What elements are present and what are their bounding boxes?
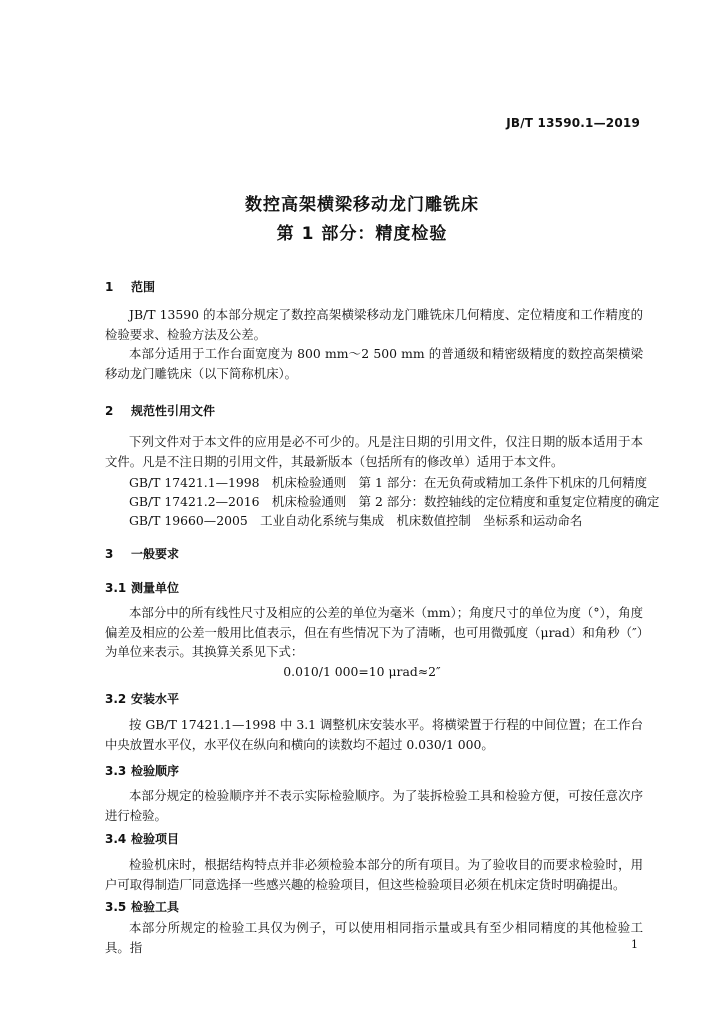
section-title: 检验顺序 (131, 764, 180, 778)
paragraph-test-sequence: 本部分规定的检验顺序并不表示实际检验顺序。为了装拆检验工具和检验方便，可按任意次序进行检验。 (105, 788, 643, 823)
section-heading-3-2 (105, 690, 179, 707)
section-title: 检验工具 (131, 900, 180, 914)
section-number: 1 (105, 280, 114, 294)
section-heading-3-1 (105, 579, 179, 596)
section-number: 3.5 (105, 900, 127, 914)
document-title-line1: 数控高架横梁移动龙门雕铣床 (245, 195, 479, 215)
paragraph-test-tools: 本部分所规定的检验工具仅为例子，可以使用相同指示量或具有至少相同精度的其他检验工具。指 (105, 920, 643, 955)
standard-code: JB/T 13590.1—2019 (506, 116, 640, 130)
document-title-line2: 第 1 部分：精度检验 (276, 224, 448, 244)
section-title: 范围 (131, 280, 156, 294)
paragraph-scope-2: 本部分适用于工作台面宽度为 800 mm～2 500 mm 的普通级和精密级精度的数控高架横梁移动龙门雕铣床（以下简称机床）。 (105, 346, 643, 381)
section-title: 规范性引用文件 (131, 404, 216, 418)
reference-item: GB/T 17421.1—1998 机床检验通则 第 1 部分：在无负荷或精加工条件下机床的几何精度 (129, 475, 648, 490)
section-title: 一般要求 (131, 547, 180, 561)
section-heading-3-5 (105, 898, 179, 915)
section-number: 3.3 (105, 764, 127, 778)
section-heading-1 (105, 278, 155, 295)
conversion-formula: 0.010/1 000=10 μrad≈2″ (283, 664, 441, 679)
paragraph-units: 本部分中的所有线性尺寸及相应的公差的单位为毫米（mm）；角度尺寸的单位为度（°），角度偏差及相应的公差一般用比值表示，但在有些情况下为了清晰，也可用微弧度（μrad）和角秒（″）为单位来表示。其换算关系见下式： (105, 605, 643, 659)
paragraph-scope-1: JB/T 13590 的本部分规定了数控高架横梁移动龙门雕铣床几何精度、定位精度和工作精度的检验要求、检验方法及公差。 (105, 307, 643, 342)
section-heading-3 (105, 545, 179, 562)
section-number: 2 (105, 404, 114, 418)
section-heading-2 (105, 402, 215, 419)
paragraph-test-items: 检验机床时，根据结构特点并非必须检验本部分的所有项目。为了验收目的而要求检验时，用户可取得制造厂同意选择一些感兴趣的检验项目，但这些检验项目必须在机床定货时明确提出。 (105, 857, 643, 892)
reference-item: GB/T 19660—2005 工业自动化系统与集成 机床数值控制 坐标系和运动命名 (129, 513, 583, 528)
section-number: 3.1 (105, 581, 127, 595)
reference-item: GB/T 17421.2—2016 机床检验通则 第 2 部分：数控轴线的定位精度和重复定位精度的确定 (129, 494, 660, 509)
section-heading-3-3 (105, 762, 179, 779)
section-number: 3.4 (105, 832, 127, 846)
section-title: 检验项目 (131, 832, 180, 846)
section-heading-3-4 (105, 830, 179, 847)
paragraph-leveling: 按 GB/T 17421.1—1998 中 3.1 调整机床安装水平。将横梁置于行程的中间位置；在工作台中央放置水平仪，水平仪在纵向和横向的读数均不超过 0.030/1 000。 (105, 717, 643, 752)
section-number: 3 (105, 547, 114, 561)
page-number: 1 (631, 938, 638, 951)
paragraph-normative-references: 下列文件对于本文件的应用是必不可少的。凡是注日期的引用文件，仅注日期的版本适用于本文件。凡是不注日期的引用文件，其最新版本（包括所有的修改单）适用于本文件。 (105, 434, 643, 469)
section-title: 测量单位 (131, 581, 180, 595)
section-title: 安装水平 (131, 692, 180, 706)
section-number: 3.2 (105, 692, 127, 706)
